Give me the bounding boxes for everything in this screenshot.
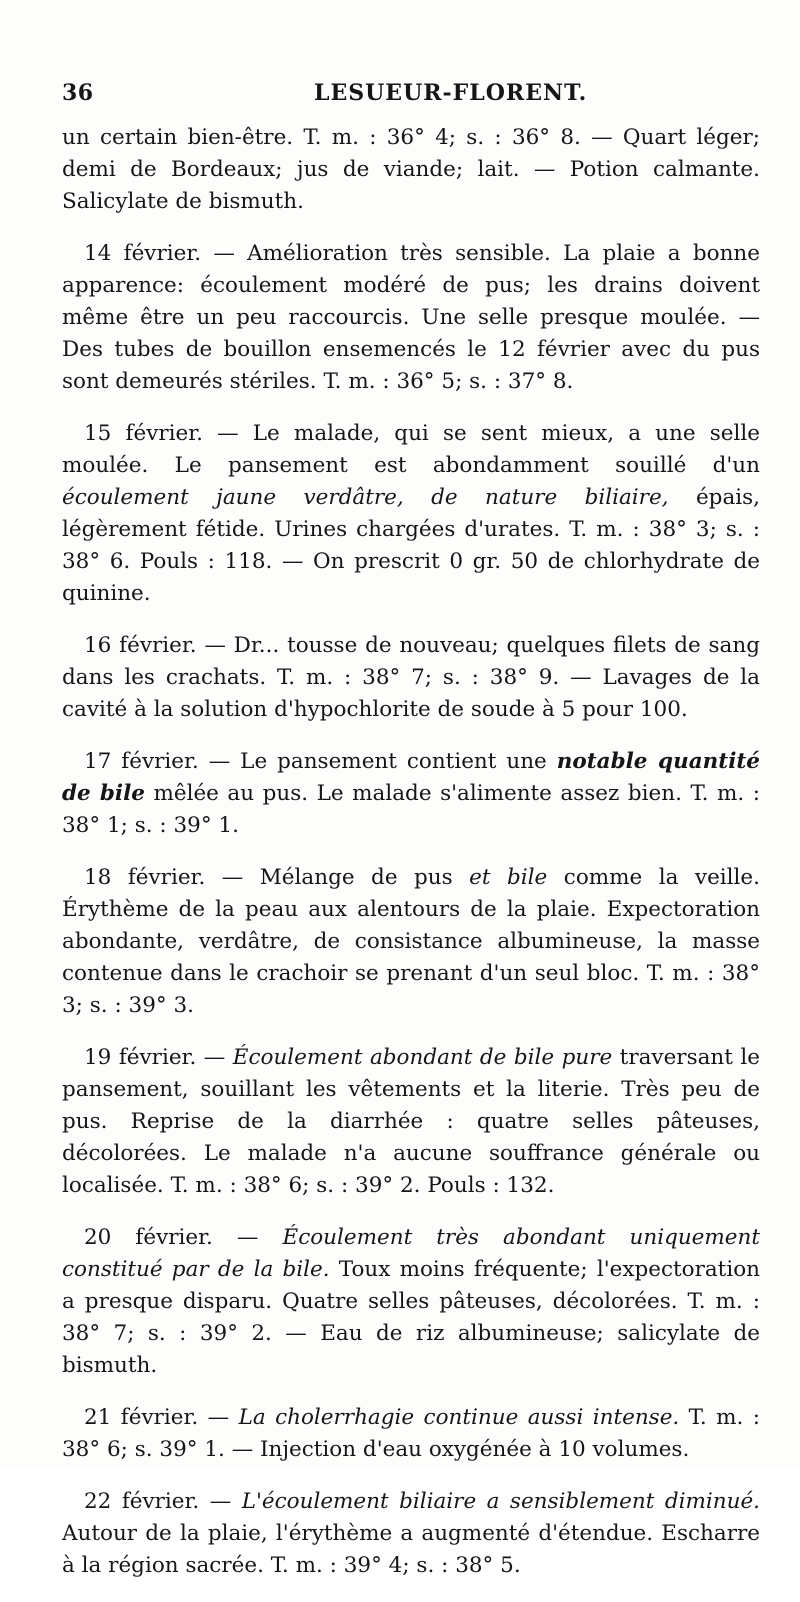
entry-emphasis: La cholerrhagie continue aussi intense. xyxy=(238,1405,680,1430)
entry-text: mêlée au pus. Le malade s'alimente assez bien. T. m. : 38° 1; s. : 39° 1. xyxy=(62,781,760,838)
entry-text: — Dr... tousse de nouveau; quelques filets de sang dans les crachats. T. m. : 38° 7; s. : 38° 9. — Lavages de la cavité à la solution d'hypochlorite de soude à 5 pour 100. xyxy=(62,633,760,722)
entry-22-fevrier xyxy=(62,1486,760,1582)
entry-text: — Le pansement contient une xyxy=(198,749,557,774)
entry-text: — xyxy=(199,1489,242,1514)
entry-text: — Mélange de pus xyxy=(205,865,470,890)
entry-text: — Le malade, qui se sent mieux, a une selle moulée. Le pansement est abondamment souillé d'un xyxy=(62,421,760,478)
entry-20-fevrier xyxy=(62,1222,760,1382)
page-number: 36 xyxy=(62,80,94,106)
entry-text: T. m. : 38° 6; s. 39° 1. — Injection d'eau oxygénée à 10 volumes. xyxy=(62,1405,760,1462)
entry-17-fevrier xyxy=(62,746,760,842)
entry-18-fevrier xyxy=(62,862,760,1022)
entry-emphasis: notable quantité de bile xyxy=(62,749,760,806)
entry-text: épais, légèrement fétide. Urines chargées d'urates. T. m. : 38° 3; s. : 38° 6. Pouls : 118. — On prescrit 0 gr. 50 de chlorhydrate de quinine. xyxy=(62,485,760,606)
entry-21-fevrier xyxy=(62,1402,760,1466)
entry-date: 14 février. xyxy=(84,241,202,266)
entry-text: traversant le pansement, souillant les vêtements et la literie. Très peu de pus. Reprise de la diarrhée : quatre selles pâteuses, décolorées. Le malade n'a aucune souffrance générale ou localisée. T. m. : 38° 6; s. : 39° 2. Pouls : 132. xyxy=(62,1045,760,1198)
entry-date: 22 février. xyxy=(84,1489,200,1514)
page-header xyxy=(62,80,762,110)
entry-date: 18 février. xyxy=(84,865,206,890)
entry-text: Autour de la plaie, l'érythème a augmenté d'étendue. Escharre à la région sacrée. T. m. : 39° 4; s. : 38° 5. xyxy=(62,1521,760,1578)
entry-emphasis: écoulement jaune verdâtre, de nature biliaire, xyxy=(62,485,669,510)
entry-date: 21 février. xyxy=(84,1405,199,1430)
entry-emphasis: Écoulement très abondant uniquement constitué par de la bile. xyxy=(62,1225,761,1282)
entry-emphasis: L'écoulement biliaire a sensiblement diminué. xyxy=(241,1489,761,1514)
entry-text: comme la veille. Érythème de la peau aux alentours de la plaie. Expectoration abondante, verdâtre, de consistance albumineuse, la masse contenue dans le crachoir se prenant d'un seul bloc. T. m. : 38° 3; s. : 39° 3. xyxy=(62,865,760,1018)
entry-14-fevrier xyxy=(62,238,760,398)
entry-text: — Amélioration très sensible. La plaie a bonne apparence: écoulement modéré de pus; les drains doivent même être un peu raccourcis. Une selle presque moulée. — Des tubes de bouillon ensemencés le 12 février avec du pus sont demeurés stériles. T. m. : 36° 5; s. : 37° 8. xyxy=(62,241,760,394)
entry-16-fevrier xyxy=(62,630,760,726)
entry-emphasis: et bile xyxy=(469,865,548,890)
entry-date: 19 février. xyxy=(84,1045,197,1070)
entry-date: 20 février. xyxy=(84,1225,213,1250)
page-body xyxy=(62,122,760,1602)
entry-text: — xyxy=(198,1405,239,1430)
entry-text: — xyxy=(212,1225,283,1250)
entry-text: Toux moins fréquente; l'expectoration a presque disparu. Quatre selles pâteuses, décolorées. T. m. : 38° 7; s. : 39° 2. — Eau de riz albumineuse; salicylate de bismuth. xyxy=(62,1257,760,1378)
running-head: LESUEUR-FLORENT. xyxy=(314,80,588,106)
entry-date: 17 février. xyxy=(84,749,199,774)
entry-date: 15 février. xyxy=(84,421,203,446)
entry-date: 16 février. xyxy=(84,633,197,658)
entry-emphasis: Écoulement abondant de bile pure xyxy=(232,1045,613,1070)
paragraph-continuation xyxy=(62,122,760,218)
entry-15-fevrier xyxy=(62,418,760,610)
entry-text: — xyxy=(196,1045,233,1070)
entry-19-fevrier xyxy=(62,1042,760,1202)
paragraph-text: un certain bien-être. T. m. : 36° 4; s. : 36° 8. — Quart léger; demi de Bordeaux; jus de viande; lait. — Potion calmante. Salicylate de bismuth. xyxy=(62,125,760,214)
